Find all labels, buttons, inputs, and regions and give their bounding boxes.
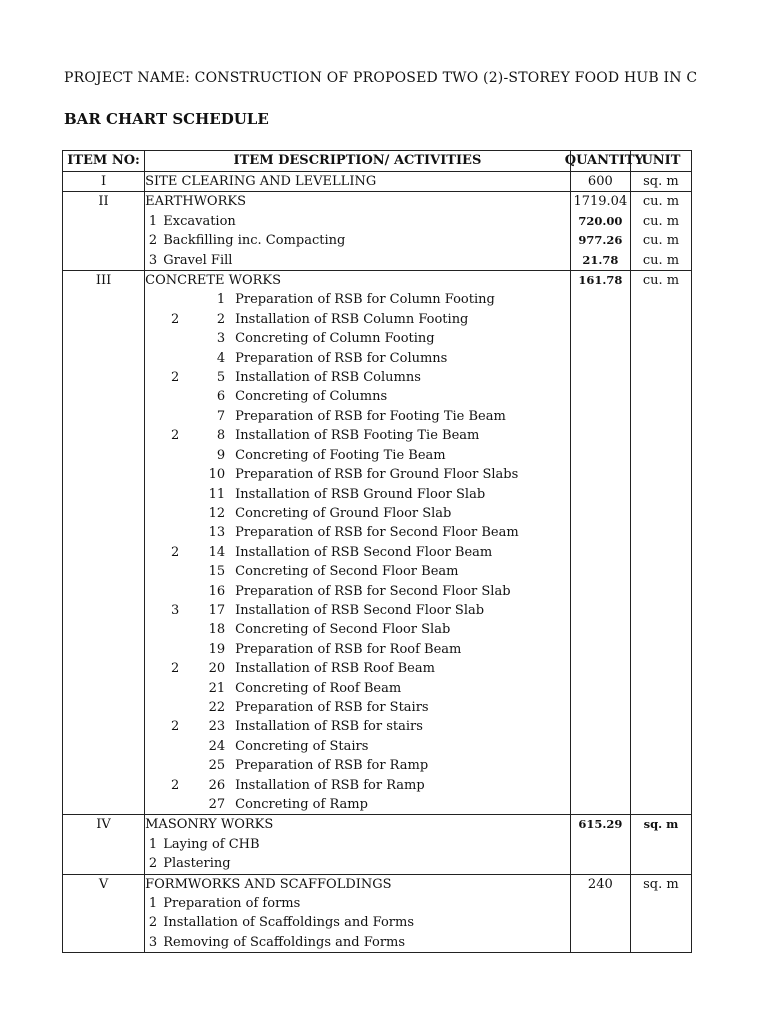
activity-row <box>63 562 692 581</box>
activity-label: Installation of RSB for Ramp <box>235 777 425 793</box>
activity-unit <box>630 679 691 698</box>
activity-unit <box>630 426 691 445</box>
activity-quantity <box>570 756 630 775</box>
activity-unit <box>630 640 691 659</box>
activity-row <box>63 795 692 815</box>
sub-item-quantity <box>570 933 630 953</box>
activity-number: 10 <box>208 467 226 483</box>
activity-quantity <box>570 426 630 445</box>
activity-label: Preparation of RSB for Roof Beam <box>235 641 462 657</box>
activity-quantity <box>570 523 630 542</box>
activity-quantity <box>570 601 630 620</box>
item-number: I <box>63 172 145 192</box>
group-description: MASONRY WORKS <box>145 815 571 835</box>
item-number <box>63 310 145 329</box>
activity-unit <box>630 737 691 756</box>
activity-quantity <box>570 465 630 484</box>
activity-label: Concreting of Footing Tie Beam <box>235 447 446 463</box>
item-number <box>63 485 145 504</box>
activity-description <box>145 329 571 348</box>
activity-multiplier: 2 <box>170 428 180 444</box>
sub-item-label: Excavation <box>159 213 236 229</box>
activity-label: Installation of RSB Second Floor Beam <box>235 544 493 560</box>
activity-unit <box>630 601 691 620</box>
activity-label: Concreting of Second Floor Slab <box>235 622 451 638</box>
activity-row <box>63 756 692 775</box>
activity-number: 8 <box>216 428 226 444</box>
group-row <box>63 172 692 192</box>
activity-number: 9 <box>216 447 226 463</box>
activity-row <box>63 698 692 717</box>
activity-quantity <box>570 446 630 465</box>
item-number <box>63 329 145 348</box>
item-number <box>63 756 145 775</box>
sub-item-description <box>145 894 571 913</box>
activity-unit <box>630 290 691 309</box>
activity-unit <box>630 717 691 736</box>
activity-number: 15 <box>208 564 226 580</box>
activity-row <box>63 776 692 795</box>
activity-unit <box>630 349 691 368</box>
activity-number: 26 <box>208 777 226 793</box>
activity-row <box>63 485 692 504</box>
sub-item-unit: cu. m <box>630 212 691 231</box>
activity-row <box>63 504 692 523</box>
activity-label: Concreting of Column Footing <box>235 331 435 347</box>
activity-number: 4 <box>216 350 226 366</box>
activity-quantity <box>570 620 630 639</box>
sub-item-description <box>145 251 571 271</box>
activity-quantity <box>570 795 630 815</box>
activity-quantity <box>570 737 630 756</box>
sub-item-row <box>63 854 692 874</box>
group-unit: sq. m <box>630 815 691 835</box>
activity-number: 17 <box>208 602 226 618</box>
group-description: SITE CLEARING AND LEVELLING <box>145 172 571 192</box>
activity-label: Preparation of RSB for Columns <box>235 350 448 366</box>
sub-item-description <box>145 933 571 953</box>
activity-label: Concreting of Ramp <box>235 797 368 812</box>
activity-row <box>63 679 692 698</box>
group-quantity: 1719.04 <box>570 192 630 212</box>
activity-description <box>145 387 571 406</box>
project-name: PROJECT NAME: CONSTRUCTION OF PROPOSED TWO (2)-STOREY FOOD HUB IN C <box>64 70 698 86</box>
activity-quantity <box>570 310 630 329</box>
activity-unit <box>630 776 691 795</box>
activity-quantity <box>570 659 630 678</box>
schedule-body <box>63 172 692 953</box>
activity-row <box>63 310 692 329</box>
activity-description <box>145 290 571 309</box>
item-number <box>63 717 145 736</box>
activity-row <box>63 620 692 639</box>
activity-row <box>63 368 692 387</box>
activity-label: Installation of RSB for stairs <box>235 719 423 735</box>
activity-label: Preparation of RSB for Stairs <box>235 699 429 715</box>
sub-item-number: 1 <box>148 213 158 229</box>
activity-number: 7 <box>216 408 226 424</box>
activity-description <box>145 582 571 601</box>
activity-label: Preparation of RSB for Footing Tie Beam <box>235 408 506 424</box>
activity-row <box>63 640 692 659</box>
activity-label: Preparation of RSB for Column Footing <box>235 292 495 308</box>
activity-quantity <box>570 368 630 387</box>
sub-item-description <box>145 231 571 250</box>
group-row <box>63 874 692 894</box>
activity-number: 16 <box>208 583 226 599</box>
activity-description <box>145 795 571 815</box>
activity-number: 23 <box>208 719 226 735</box>
activity-description <box>145 523 571 542</box>
activity-unit <box>630 407 691 426</box>
activity-unit <box>630 387 691 406</box>
activity-label: Concreting of Columns <box>235 389 388 405</box>
activity-unit <box>630 368 691 387</box>
item-number <box>63 737 145 756</box>
activity-row <box>63 523 692 542</box>
sub-item-number: 1 <box>148 836 158 852</box>
item-number <box>63 776 145 795</box>
activity-unit <box>630 329 691 348</box>
sub-item-quantity: 720.00 <box>570 212 630 231</box>
activity-number: 24 <box>208 738 226 754</box>
item-number <box>63 562 145 581</box>
activity-description <box>145 504 571 523</box>
activity-quantity <box>570 698 630 717</box>
sub-item-row <box>63 913 692 932</box>
activity-unit <box>630 756 691 775</box>
group-description: FORMWORKS AND SCAFFOLDINGS <box>145 874 571 894</box>
sub-item-quantity <box>570 835 630 854</box>
sub-item-quantity: 21.78 <box>570 251 630 271</box>
activity-quantity <box>570 776 630 795</box>
activity-unit <box>630 659 691 678</box>
activity-unit <box>630 446 691 465</box>
activity-unit <box>630 698 691 717</box>
sub-item-number: 2 <box>148 856 158 872</box>
activity-unit <box>630 620 691 639</box>
item-number <box>63 894 145 913</box>
activity-number: 2 <box>216 311 226 327</box>
group-row <box>63 192 692 212</box>
sub-item-description <box>145 212 571 231</box>
activity-number: 22 <box>208 699 226 715</box>
activity-number: 11 <box>208 486 226 502</box>
item-number <box>63 582 145 601</box>
item-number <box>63 349 145 368</box>
activity-description <box>145 717 571 736</box>
activity-label: Preparation of RSB for Ramp <box>235 758 429 774</box>
activity-row <box>63 329 692 348</box>
item-number: V <box>63 874 145 894</box>
activity-label: Preparation of RSB for Ground Floor Slabs <box>235 467 519 483</box>
activity-row <box>63 446 692 465</box>
sub-item-number: 2 <box>148 233 158 249</box>
activity-multiplier: 3 <box>170 602 180 618</box>
activity-row <box>63 717 692 736</box>
item-number <box>63 231 145 250</box>
activity-description <box>145 426 571 445</box>
sub-item-row <box>63 212 692 231</box>
activity-row <box>63 290 692 309</box>
sub-item-row <box>63 835 692 854</box>
sub-item-description <box>145 913 571 932</box>
item-number <box>63 290 145 309</box>
sub-item-label: Backfilling inc. Compacting <box>159 233 346 249</box>
activity-quantity <box>570 582 630 601</box>
activity-row <box>63 543 692 562</box>
activity-number: 1 <box>216 292 226 308</box>
activity-description <box>145 698 571 717</box>
activity-description <box>145 776 571 795</box>
sub-item-row <box>63 251 692 271</box>
activity-quantity <box>570 329 630 348</box>
sub-item-unit <box>630 894 691 913</box>
header-quantity: QUANTITY <box>570 151 630 172</box>
activity-unit <box>630 523 691 542</box>
sub-item-number: 3 <box>148 934 158 950</box>
item-number <box>63 465 145 484</box>
sub-item-unit: cu. m <box>630 231 691 250</box>
sub-item-description <box>145 835 571 854</box>
activity-description <box>145 349 571 368</box>
activity-number: 21 <box>208 680 226 696</box>
activity-description <box>145 756 571 775</box>
activity-label: Installation of RSB Second Floor Slab <box>235 602 485 618</box>
activity-description <box>145 368 571 387</box>
item-number <box>63 426 145 445</box>
activity-description <box>145 543 571 562</box>
sub-item-unit <box>630 835 691 854</box>
group-unit: cu. m <box>630 192 691 212</box>
activity-number: 27 <box>208 797 226 812</box>
item-number <box>63 679 145 698</box>
group-description: EARTHWORKS <box>145 192 571 212</box>
item-number <box>63 854 145 874</box>
group-unit: sq. m <box>630 172 691 192</box>
item-number <box>63 407 145 426</box>
activity-label: Concreting of Roof Beam <box>235 680 402 696</box>
sub-item-row <box>63 894 692 913</box>
sub-item-unit <box>630 913 691 932</box>
activity-row <box>63 349 692 368</box>
item-number <box>63 659 145 678</box>
item-number <box>63 795 145 815</box>
header-row <box>63 151 692 172</box>
activity-number: 18 <box>208 622 226 638</box>
item-number <box>63 620 145 639</box>
activity-label: Preparation of RSB for Second Floor Beam <box>235 525 519 541</box>
group-quantity: 600 <box>570 172 630 192</box>
activity-quantity <box>570 562 630 581</box>
activity-description <box>145 465 571 484</box>
activity-unit <box>630 543 691 562</box>
schedule-table <box>62 150 692 953</box>
group-row <box>63 271 692 291</box>
activity-unit <box>630 795 691 815</box>
sub-item-label: Plastering <box>159 856 231 872</box>
activity-quantity <box>570 679 630 698</box>
activity-row <box>63 659 692 678</box>
activity-description <box>145 640 571 659</box>
activity-label: Installation of RSB Footing Tie Beam <box>235 428 480 444</box>
sub-item-description <box>145 854 571 874</box>
item-number <box>63 212 145 231</box>
activity-description <box>145 310 571 329</box>
activity-unit <box>630 562 691 581</box>
sub-item-label: Preparation of forms <box>159 896 301 912</box>
item-number <box>63 835 145 854</box>
sub-item-label: Gravel Fill <box>159 252 233 268</box>
activity-number: 12 <box>208 505 226 521</box>
activity-description <box>145 446 571 465</box>
sub-item-unit <box>630 933 691 953</box>
activity-label: Installation of RSB Column Footing <box>235 311 469 327</box>
item-number <box>63 698 145 717</box>
header-description: ITEM DESCRIPTION/ ACTIVITIES <box>145 151 571 172</box>
activity-label: Concreting of Second Floor Beam <box>235 564 459 580</box>
activity-description <box>145 562 571 581</box>
activity-row <box>63 387 692 406</box>
activity-number: 20 <box>208 661 226 677</box>
activity-unit <box>630 310 691 329</box>
activity-multiplier: 2 <box>170 370 180 386</box>
item-number <box>63 387 145 406</box>
activity-number: 5 <box>216 370 226 386</box>
sub-item-label: Laying of CHB <box>159 836 260 852</box>
activity-unit <box>630 504 691 523</box>
activity-multiplier: 2 <box>170 777 180 793</box>
activity-row <box>63 426 692 445</box>
activity-multiplier: 2 <box>170 661 180 677</box>
activity-description <box>145 407 571 426</box>
item-number <box>63 640 145 659</box>
sub-item-row <box>63 933 692 953</box>
item-number <box>63 913 145 932</box>
activity-row <box>63 601 692 620</box>
activity-multiplier: 2 <box>170 544 180 560</box>
item-number <box>63 368 145 387</box>
activity-description <box>145 485 571 504</box>
activity-number: 25 <box>208 758 226 774</box>
activity-description <box>145 737 571 756</box>
activity-description <box>145 620 571 639</box>
group-quantity: 161.78 <box>570 271 630 291</box>
header-unit: UNIT <box>630 151 691 172</box>
group-unit: cu. m <box>630 271 691 291</box>
activity-description <box>145 659 571 678</box>
activity-description <box>145 601 571 620</box>
activity-quantity <box>570 640 630 659</box>
activity-number: 13 <box>208 525 226 541</box>
activity-label: Concreting of Ground Floor Slab <box>235 505 452 521</box>
group-quantity: 240 <box>570 874 630 894</box>
activity-quantity <box>570 717 630 736</box>
page-title: BAR CHART SCHEDULE <box>64 110 269 128</box>
activity-number: 6 <box>216 389 226 405</box>
group-description: CONCRETE WORKS <box>145 271 571 291</box>
sub-item-row <box>63 231 692 250</box>
activity-quantity <box>570 387 630 406</box>
item-number <box>63 601 145 620</box>
sub-item-label: Removing of Scaffoldings and Forms <box>159 934 406 950</box>
item-number <box>63 543 145 562</box>
activity-label: Concreting of Stairs <box>235 738 369 754</box>
sub-item-number: 1 <box>148 896 158 912</box>
activity-description <box>145 679 571 698</box>
group-quantity: 615.29 <box>570 815 630 835</box>
sub-item-number: 2 <box>148 915 158 931</box>
activity-row <box>63 465 692 484</box>
sub-item-quantity <box>570 894 630 913</box>
activity-row <box>63 582 692 601</box>
item-number: IV <box>63 815 145 835</box>
activity-row <box>63 407 692 426</box>
sub-item-number: 3 <box>148 252 158 268</box>
item-number: III <box>63 271 145 291</box>
activity-unit <box>630 485 691 504</box>
activity-quantity <box>570 543 630 562</box>
item-number <box>63 251 145 271</box>
activity-row <box>63 737 692 756</box>
activity-quantity <box>570 407 630 426</box>
sub-item-quantity <box>570 913 630 932</box>
activity-quantity <box>570 504 630 523</box>
activity-quantity <box>570 290 630 309</box>
activity-number: 19 <box>208 641 226 657</box>
activity-number: 14 <box>208 544 226 560</box>
sub-item-quantity: 977.26 <box>570 231 630 250</box>
item-number <box>63 504 145 523</box>
sub-item-quantity <box>570 854 630 874</box>
activity-number: 3 <box>216 331 226 347</box>
activity-unit <box>630 465 691 484</box>
item-number <box>63 446 145 465</box>
sub-item-unit <box>630 854 691 874</box>
group-unit: sq. m <box>630 874 691 894</box>
sub-item-unit: cu. m <box>630 251 691 271</box>
header-item-no: ITEM NO: <box>63 151 145 172</box>
activity-multiplier: 2 <box>170 311 180 327</box>
item-number <box>63 523 145 542</box>
group-row <box>63 815 692 835</box>
activity-label: Installation of RSB Roof Beam <box>235 661 435 677</box>
activity-label: Installation of RSB Columns <box>235 370 421 386</box>
activity-unit <box>630 582 691 601</box>
activity-multiplier: 2 <box>170 719 180 735</box>
activity-quantity <box>570 485 630 504</box>
sub-item-label: Installation of Scaffoldings and Forms <box>159 915 415 931</box>
activity-label: Preparation of RSB for Second Floor Slab <box>235 583 511 599</box>
activity-label: Installation of RSB Ground Floor Slab <box>235 486 486 502</box>
item-number: II <box>63 192 145 212</box>
activity-quantity <box>570 349 630 368</box>
item-number <box>63 933 145 953</box>
